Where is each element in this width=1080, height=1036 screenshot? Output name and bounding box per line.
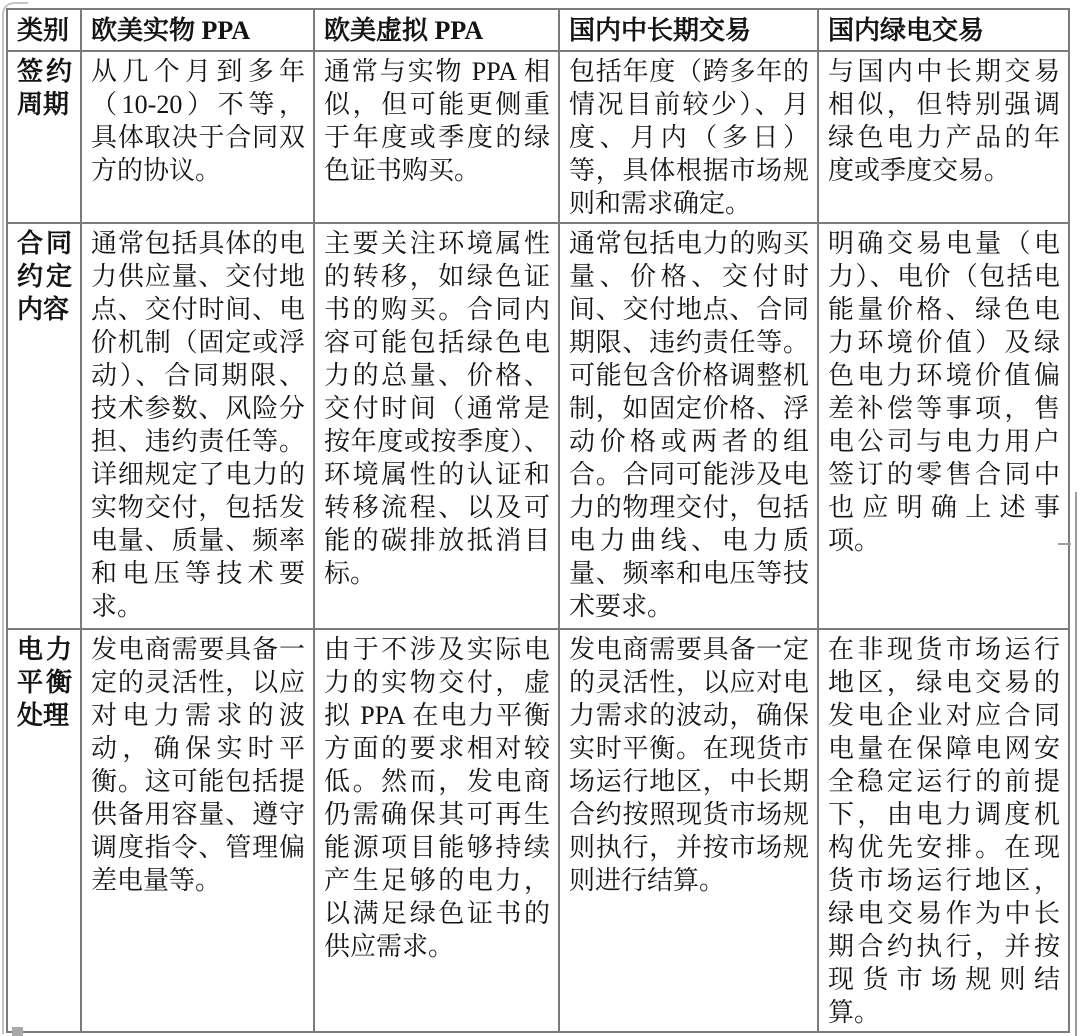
table-cell: 明确交易电量（电力）、电价（包括电能量价格、绿色电力环境价值）及绿色电力环境价值偏差补偿等事项，售电公司与电力用户签订的零售合同中也应明确上述事项。 [818,223,1069,629]
table-cell: 在非现货市场运行地区，绿电交易的发电企业对应合同电量在保障电网安全稳定运行的前提下，由电力调度机构优先安排。在现货市场运行地区，绿电交易作为中长期合约执行，并按现货市场规则结算。 [818,629,1069,1032]
table-header-row [7,9,1069,51]
row-label-signing-period: 签约周期 [7,51,81,223]
table-row-power-balance [7,629,1069,1032]
table-cell: 由于不涉及实际电力的实物交付，虚拟 PPA 在电力平衡方面的要求相对较低。然而，发电商仍需确保其可再生能源项目能够持续产生足够的电力，以满足绿色证书的供应需求。 [314,629,559,1032]
row-label-power-balance: 电力平衡处理 [7,629,81,1032]
table-cell: 从几个月到多年（10-20）不等，具体取决于合同双方的协议。 [81,51,314,223]
row-label-contract-content: 合同约定内容 [7,223,81,629]
ppa-comparison-table [6,8,1070,1033]
right-edge-line-fragment [1075,492,1077,1036]
table-cell: 与国内中长期交易相似，但特别强调绿色电力产品的年度或季度交易。 [818,51,1069,223]
table-row-contract-content [7,223,1069,629]
table-cell: 发电商需要具备一定的灵活性，以应对电力需求的波动，确保实时平衡。在现货市场运行地区，中长期合约按照现货市场规则执行，并按市场规则进行结算。 [559,629,818,1032]
right-edge-dash-fragment [1058,543,1071,545]
table-cell: 包括年度（跨多年的情况目前较少）、月度、月内（多日）等，具体根据市场规则和需求确定。 [559,51,818,223]
table-row-signing-period [7,51,1069,223]
column-header-virtual-ppa: 欧美虚拟 PPA [314,9,559,51]
table-cell: 通常包括电力的购买量、价格、交付时间、交付地点、合同期限、违约责任等。可能包含价格调整机制，如固定价格、浮动价格或两者的组合。合同可能涉及电力的物理交付，包括电力曲线、电力质量、频率和电压等技术要求。 [559,223,818,629]
column-header-domestic-green-power: 国内绿电交易 [818,9,1069,51]
table-cell: 通常包括具体的电力供应量、交付地点、交付时间、电价机制（固定或浮动）、合同期限、技术参数、风险分担、违约责任等。详细规定了电力的实物交付，包括发电量、质量、频率和电压等技术要求。 [81,223,314,629]
column-header-category: 类别 [7,9,81,51]
table-cell: 发电商需要具备一定的灵活性，以应对电力需求的波动，确保实时平衡。这可能包括提供备用容量、遵守调度指令、管理偏差电量等。 [81,629,314,1032]
table-cell: 主要关注环境属性的转移，如绿色证书的购买。合同内容可能包括绿色电力的总量、价格、交付时间（通常是按年度或按季度）、环境属性的认证和转移流程、以及可能的碳排放抵消目标。 [314,223,559,629]
table-cell: 通常与实物 PPA 相似，但可能更侧重于年度或季度的绿色证书购买。 [314,51,559,223]
column-header-domestic-mid-long-term: 国内中长期交易 [559,9,818,51]
table-corner-handle[interactable] [12,1027,23,1036]
column-header-physical-ppa: 欧美实物 PPA [81,9,314,51]
